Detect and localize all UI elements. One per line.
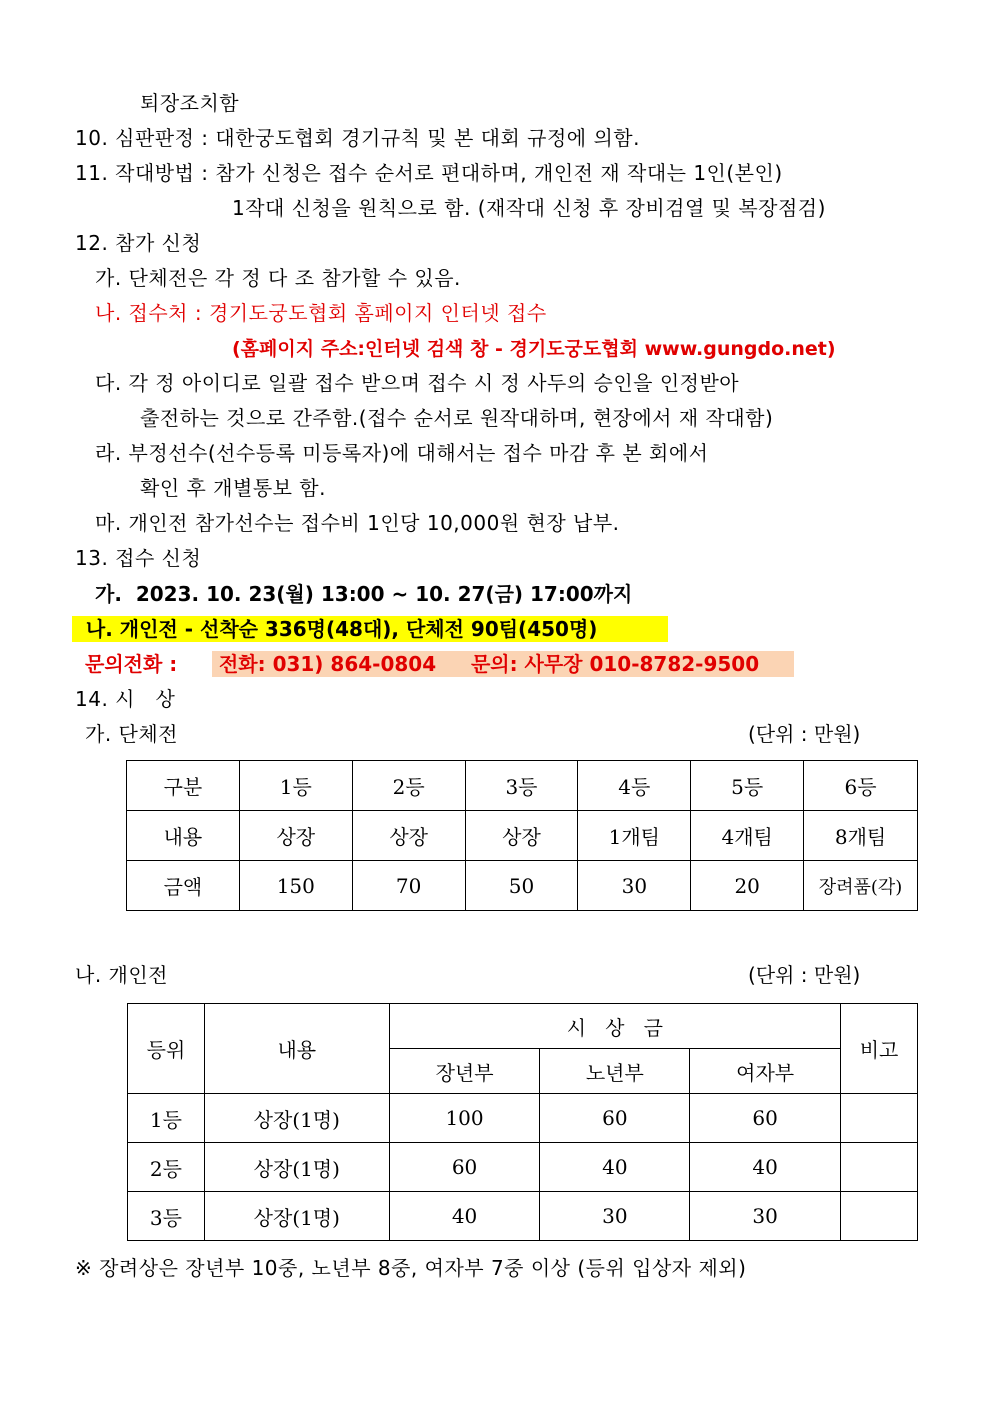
table-cell: 8개팀 — [804, 811, 918, 861]
item-13: 13. 접수 신청 — [75, 546, 202, 570]
item-11-cont: 1작대 신청을 원칙으로 함. (재작대 신청 후 장비검열 및 복장점검) — [232, 196, 826, 220]
header-division: 여자부 — [690, 1049, 841, 1094]
item-13-a: 가. 2023. 10. 23(월) 13:00 ~ 10. 27(금) 17:00까지 — [95, 582, 633, 606]
line-continuation: 퇴장조치함 — [140, 91, 240, 115]
table-cell: 50 — [465, 861, 578, 911]
table-cell — [841, 1192, 918, 1241]
table-cell: 70 — [352, 861, 465, 911]
team-prize-table — [126, 760, 918, 911]
table-row — [127, 861, 918, 911]
table-cell: 40 — [540, 1143, 690, 1192]
table-cell — [841, 1094, 918, 1143]
table-cell: 내용 — [127, 811, 240, 861]
item-14: 14. 시 상 — [75, 687, 176, 711]
table-cell: 5등 — [691, 761, 804, 811]
header-content: 내용 — [204, 1004, 389, 1094]
table-cell: 2등 — [128, 1143, 205, 1192]
table-cell: 3등 — [128, 1192, 205, 1241]
item-12-b: 나. 접수처 : 경기도궁도협회 홈페이지 인터넷 접수 — [95, 301, 547, 325]
contact-label: 문의전화 : — [85, 652, 185, 676]
note-line: ※ 장려상은 장년부 10중, 노년부 8중, 여자부 7중 이상 (등위 입상자 제외) — [75, 1256, 747, 1280]
header-division: 장년부 — [389, 1049, 540, 1094]
table-cell: 40 — [389, 1192, 540, 1241]
table-cell: 30 — [540, 1192, 690, 1241]
table-cell: 60 — [389, 1143, 540, 1192]
table-row — [127, 811, 918, 861]
table-cell: 1개팀 — [578, 811, 691, 861]
item-12-b-url: (홈페이지 주소:인터넷 검색 창 - 경기도궁도협회 www.gungdo.net) — [232, 338, 836, 360]
table-cell — [841, 1143, 918, 1192]
team-unit: (단위 : 만원) — [748, 722, 861, 746]
table-cell: 2등 — [352, 761, 465, 811]
header-division: 노년부 — [540, 1049, 690, 1094]
team-section-title: 가. 단체전 — [85, 722, 178, 746]
table-cell: 60 — [540, 1094, 690, 1143]
item-12-d: 라. 부정선수(선수등록 미등록자)에 대해서는 접수 마감 후 본 회에서 — [95, 441, 709, 465]
indiv-section-title: 나. 개인전 — [75, 963, 168, 987]
table-cell: 30 — [690, 1192, 841, 1241]
table-cell: 상장 — [465, 811, 578, 861]
item-12-c-cont: 출전하는 것으로 간주함.(접수 순서로 원작대하며, 현장에서 재 작대함) — [140, 406, 774, 430]
table-cell: 3등 — [465, 761, 578, 811]
table-cell: 30 — [578, 861, 691, 911]
item-12-e: 마. 개인전 참가선수는 접수비 1인당 10,000원 현장 납부. — [95, 511, 620, 535]
table-cell: 40 — [690, 1143, 841, 1192]
table-cell: 60 — [690, 1094, 841, 1143]
table-cell: 상장(1명) — [204, 1094, 389, 1143]
header-rank: 등위 — [128, 1004, 205, 1094]
table-row — [128, 1192, 918, 1241]
table-cell: 1등 — [128, 1094, 205, 1143]
item-10: 10. 심판판정 : 대한궁도협회 경기규칙 및 본 대회 규정에 의함. — [75, 126, 640, 150]
table-row — [127, 761, 918, 811]
header-note: 비고 — [841, 1004, 918, 1094]
table-cell: 구분 — [127, 761, 240, 811]
table-row — [128, 1094, 918, 1143]
table-cell: 4개팀 — [691, 811, 804, 861]
contact-phone: 전화: 031) 864-0804 문의: 사무장 010-8782-9500 — [212, 651, 794, 677]
item-13-b: 나. 개인전 - 선착순 336명(48대), 단체전 90팀(450명) — [72, 616, 668, 642]
table-cell: 100 — [389, 1094, 540, 1143]
table-header-row — [128, 1004, 918, 1049]
item-11: 11. 작대방법 : 참가 신청은 접수 순서로 편대하며, 개인전 재 작대는 1인(본인) — [75, 161, 783, 185]
table-cell: 150 — [239, 861, 352, 911]
item-12-a: 가. 단체전은 각 정 다 조 참가할 수 있음. — [95, 266, 461, 290]
item-12: 12. 참가 신청 — [75, 231, 202, 255]
item-12-d-cont: 확인 후 개별통보 함. — [140, 476, 326, 500]
individual-prize-table — [127, 1003, 918, 1241]
table-cell: 20 — [691, 861, 804, 911]
table-cell: 상장(1명) — [204, 1143, 389, 1192]
table-cell: 금액 — [127, 861, 240, 911]
table-cell: 상장 — [239, 811, 352, 861]
table-cell: 상장(1명) — [204, 1192, 389, 1241]
table-cell: 상장 — [352, 811, 465, 861]
table-cell: 4등 — [578, 761, 691, 811]
table-row — [128, 1143, 918, 1192]
table-cell: 6등 — [804, 761, 918, 811]
indiv-unit: (단위 : 만원) — [748, 963, 861, 987]
table-cell: 장려품(각) — [804, 861, 918, 911]
table-cell: 1등 — [239, 761, 352, 811]
header-prize: 시 상 금 — [389, 1004, 840, 1049]
item-12-c: 다. 각 정 아이디로 일괄 접수 받으며 접수 시 정 사두의 승인을 인정받아 — [95, 371, 740, 395]
